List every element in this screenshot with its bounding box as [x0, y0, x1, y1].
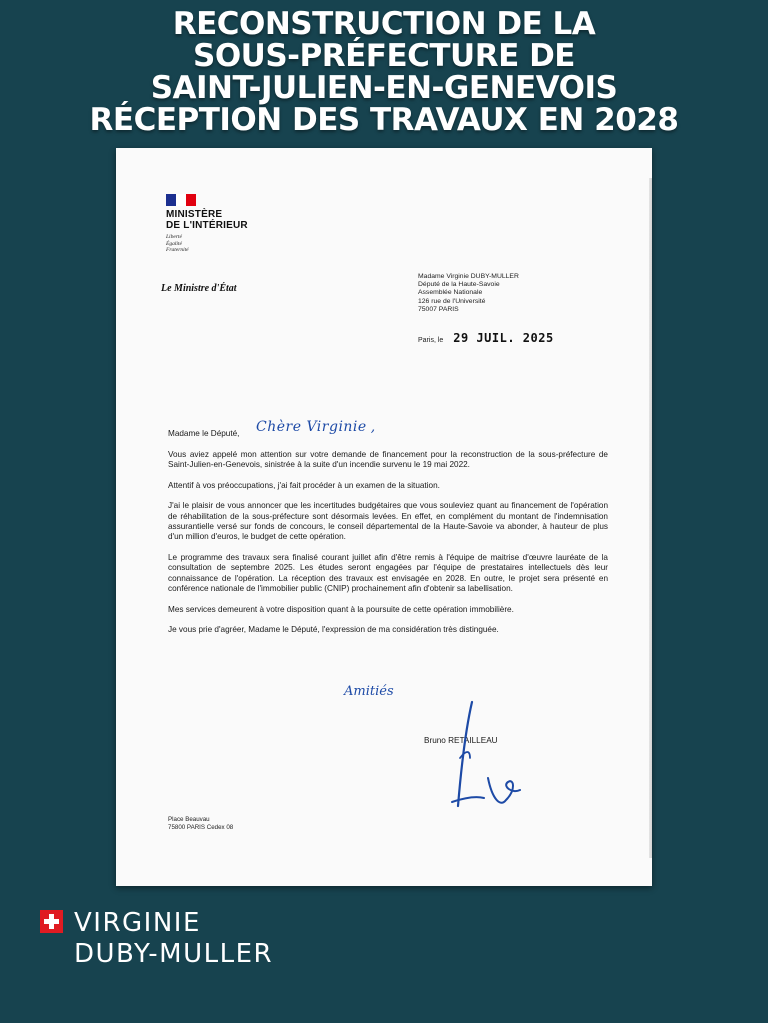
letter-document	[116, 148, 652, 886]
recipient-city: 75007 PARIS	[418, 305, 459, 313]
footer-address-line-1: Place Beauvau	[168, 816, 210, 823]
headline-line-2: SOUS-PRÉFECTURE DE	[193, 38, 575, 74]
signature-icon	[440, 698, 530, 818]
ministry-logo	[166, 194, 248, 254]
headline-line-3: SAINT-JULIEN-EN-GENEVOIS	[150, 70, 618, 106]
recipient-street: 126 rue de l'Université	[418, 297, 486, 305]
recipient-address	[418, 273, 519, 314]
paragraph-6: Je vous prie d'agréer, Madame le Député, l'expression de ma considération très distinguée.	[168, 625, 499, 635]
paragraph-2: Attentif à vos préoccupations, j'ai fait procéder à un examen de la situation.	[168, 480, 440, 490]
recipient-institution: Assemblée Nationale	[418, 289, 483, 297]
signer-name: Bruno RETAILLEAU	[424, 736, 498, 745]
paragraph-3: J'ai le plaisir de vous annoncer que les incertitudes budgétaires que vous souleviez quant au financement de l'opération de réhabilitation de la sous-préfecture sont désormais levées. En effet, en complément du montant de l'indemnisation assurantielle versé sur fonds de concours, le conseil départemental de la Haute-Savoie va abonder, à hauteur de plus d'un million d'euros, le budget de cette opération.	[168, 501, 608, 542]
republic-motto	[166, 234, 248, 254]
motto-liberte: Liberté	[166, 234, 182, 240]
date-prefix: Paris, le	[418, 337, 444, 344]
date-stamp: 29 JUIL. 2025	[453, 331, 554, 345]
headline-line-4: RÉCEPTION DES TRAVAUX EN 2028	[89, 102, 679, 138]
paragraph-1: Vous aviez appelé mon attention sur votre demande de financement pour la reconstruction de la sous-préfecture de Saint-Julien-en-Genevois, sinistrée à la suite d'un incendie survenu le 19 mai 2022.	[168, 449, 608, 469]
footer-address-line-2: 75800 PARIS Cedex 08	[168, 824, 234, 831]
recipient-name: Madame Virginie DUBY-MULLER	[418, 273, 519, 280]
dateline	[418, 331, 554, 345]
motto-egalite: Égalité	[166, 240, 182, 247]
salutation: Madame le Député,	[168, 429, 240, 438]
ministry-name-line-2: DE L'INTÉRIEUR	[166, 220, 248, 231]
sender-title: Le Ministre d'État	[161, 283, 237, 294]
paragraph-4: Le programme des travaux sera finalisé courant juillet afin d'être remis à l'équipe de maitrise d'œuvre lauréate de la consultation de septembre 2025. Les études seront engagées par l'équipe de prestataires intellectuels dès leur connaissance de l'opération. La réception des travaux est envisagée en 2028. En outre, le projet sera présenté en conférence nationale de l'immobilier public (CNIP) prochainement afin d'obtenir sa labellisation.	[168, 552, 608, 593]
footer-address	[168, 816, 233, 832]
ministry-name	[166, 209, 248, 231]
motto-fraternite: Fraternité	[166, 247, 189, 253]
letter-body	[168, 419, 608, 646]
ministry-name-line-1: MINISTÈRE	[166, 209, 223, 220]
paper-edge-shadow	[649, 178, 652, 858]
handwritten-greeting: Chère Virginie ,	[256, 422, 376, 432]
recipient-title: Député de la Haute-Savoie	[418, 281, 500, 289]
handwritten-closing: Amitiés	[344, 684, 394, 699]
headline-line-1: RECONSTRUCTION DE LA	[172, 6, 596, 42]
french-flag-icon	[166, 194, 196, 206]
salutation-line	[168, 419, 608, 439]
brand-line-2: DUBY-MULLER	[74, 939, 274, 969]
paragraph-5: Mes services demeurent à votre disposition quant à la poursuite de cette opération immobilière.	[168, 604, 514, 614]
savoie-cross-icon	[40, 910, 63, 933]
headline	[0, 8, 768, 136]
brand-name	[74, 908, 273, 970]
brand-line-1: VIRGINIE	[74, 908, 201, 938]
